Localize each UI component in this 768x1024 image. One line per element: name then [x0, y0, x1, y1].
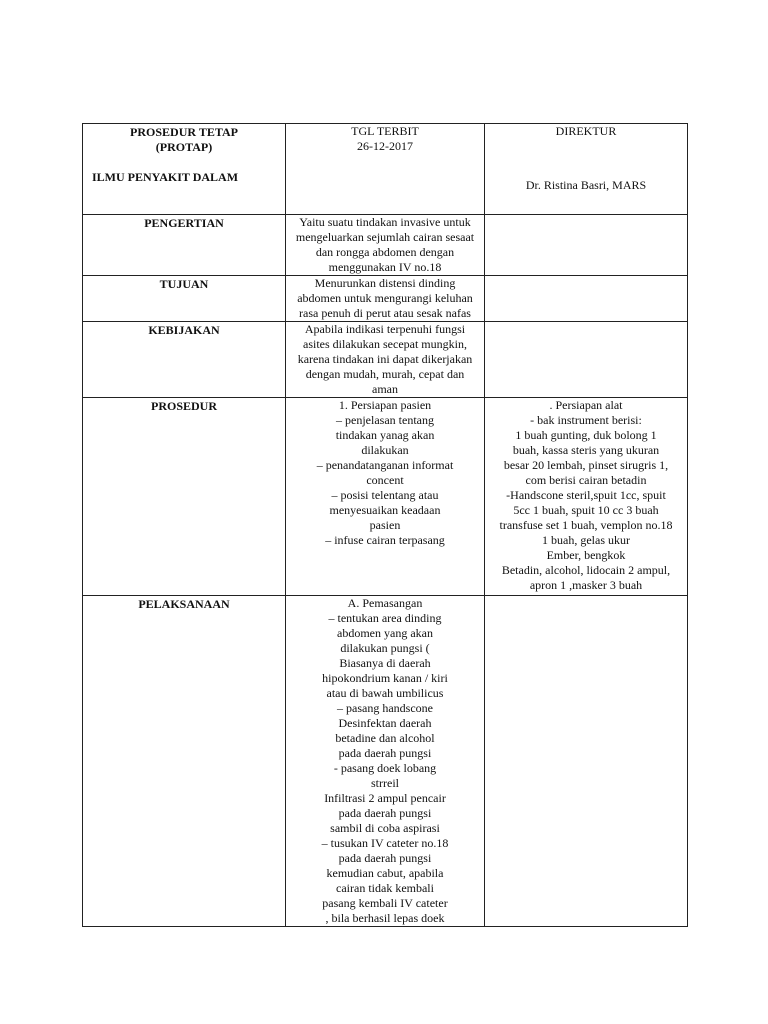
sop-title-abbrev: (PROTAP) — [155, 140, 213, 154]
label-cell — [83, 322, 286, 398]
row-prosedur — [83, 398, 688, 596]
content-cell — [286, 215, 485, 276]
label-cell — [83, 215, 286, 276]
row-label: PELAKSANAAN — [138, 597, 230, 611]
text-line: - pasang doek lobang — [333, 761, 437, 775]
row-label: PENGERTIAN — [144, 216, 224, 230]
text-line: besar 20 lembah, pinset sirugris 1, — [503, 458, 669, 472]
text-line: 1. Persiapan pasien — [338, 398, 432, 412]
text-line: menyesuaikan keadaan — [329, 503, 441, 517]
text-line: – penjelasan tentang — [336, 413, 434, 427]
sop-title: PROSEDUR TETAP — [130, 125, 238, 139]
row-kebijakan — [83, 322, 688, 398]
text-line: 1 buah gunting, duk bolong 1 — [515, 428, 657, 442]
text-line: strreil — [371, 776, 399, 790]
text-line: – tentukan area dinding — [328, 611, 442, 625]
text-line: – posisi telentang atau — [331, 488, 439, 502]
text-line: pasien — [369, 518, 401, 532]
text-line: dilakukan pungsi ( — [340, 641, 430, 655]
date-value: 26-12-2017 — [357, 139, 413, 153]
row-pelaksanaan — [83, 596, 688, 927]
text-line: pada daerah pungsi — [338, 806, 432, 820]
text-line: abdomen untuk mengurangi keluhan — [297, 291, 473, 305]
row-pengertian — [83, 215, 688, 276]
text-line: dilakukan — [361, 443, 409, 457]
text-line: cairan tidak kembali — [336, 881, 434, 895]
text-line: Infiltrasi 2 ampul pencair — [324, 791, 446, 805]
text-line: mengeluarkan sejumlah cairan sesaat — [295, 230, 475, 244]
text-line: - bak instrument berisi: — [530, 413, 642, 427]
department-name: ILMU PENYAKIT DALAM — [92, 170, 239, 184]
text-line: -Handscone steril,spuit 1cc, spuit — [506, 488, 666, 502]
text-line: concent — [366, 473, 404, 487]
director-name: Dr. Ristina Basri, MARS — [525, 178, 647, 192]
empty-cell — [485, 322, 688, 398]
content-cell — [286, 276, 485, 322]
content-cell — [286, 596, 485, 927]
text-line: – pasang handscone — [337, 701, 433, 715]
text-line: – infuse cairan terpasang — [325, 533, 445, 547]
text-line: menggunakan IV no.18 — [328, 260, 442, 274]
text-line: com berisi cairan betadin — [525, 473, 647, 487]
text-line: transfuse set 1 buah, vemplon no.18 — [499, 518, 673, 532]
row-label: TUJUAN — [159, 277, 209, 291]
text-line: kemudian cabut, apabila — [326, 866, 444, 880]
kebijakan-text — [286, 322, 484, 397]
prosedur-tool-prep — [485, 398, 687, 593]
text-line: Betadin, alcohol, lidocain 2 ampul, — [501, 563, 671, 577]
text-line: rasa penuh di perut atau sesak nafas — [299, 306, 471, 320]
text-line: – tusukan IV cateter no.18 — [321, 836, 449, 850]
text-line: Biasanya di daerah — [339, 656, 431, 670]
header-date-cell — [286, 124, 485, 215]
text-line: aman — [372, 382, 398, 396]
header-director-cell — [485, 124, 688, 215]
text-line: . Persiapan alat — [549, 398, 623, 412]
text-line: atau di bawah umbilicus — [326, 686, 444, 700]
label-cell — [83, 398, 286, 596]
text-line: asites dilakukan secepat mungkin, — [303, 337, 467, 351]
empty-cell — [485, 215, 688, 276]
text-line: sambil di coba aspirasi — [330, 821, 440, 835]
row-tujuan — [83, 276, 688, 322]
text-line: A. Pemasangan — [347, 596, 423, 610]
pengertian-text — [286, 215, 484, 275]
text-line: Desinfektan daerah — [338, 716, 432, 730]
director-label: DIREKTUR — [555, 124, 617, 138]
tujuan-text — [286, 276, 484, 321]
text-line: Menurunkan distensi dinding — [314, 276, 456, 290]
text-line: Apabila indikasi terpenuhi fungsi — [304, 322, 466, 336]
text-line: abdomen yang akan — [337, 626, 433, 640]
text-line: tindakan yanag akan — [335, 428, 435, 442]
content-cell — [286, 322, 485, 398]
text-line: Ember, bengkok — [546, 548, 626, 562]
label-cell — [83, 276, 286, 322]
text-line: , bila berhasil lepas doek — [325, 911, 445, 925]
text-line: 1 buah, gelas ukur — [542, 533, 630, 547]
row-label: KEBIJAKAN — [148, 323, 220, 337]
text-line: Yaitu suatu tindakan invasive untuk — [299, 215, 471, 229]
content-cell — [286, 398, 485, 596]
sop-table — [82, 123, 688, 927]
text-line: pada daerah pungsi — [338, 746, 432, 760]
text-line: dengan mudah, murah, cepat dan — [305, 367, 465, 381]
empty-cell — [485, 276, 688, 322]
date-label: TGL TERBIT — [351, 124, 419, 138]
label-cell — [83, 596, 286, 927]
content-cell — [485, 398, 688, 596]
text-line: – penandatanganan informat — [316, 458, 454, 472]
row-label: PROSEDUR — [150, 399, 217, 413]
text-line: betadine dan alcohol — [335, 731, 435, 745]
text-line: karena tindakan ini dapat dikerjakan — [297, 352, 473, 366]
empty-cell — [485, 596, 688, 927]
text-line: dan rongga abdomen dengan — [315, 245, 455, 259]
prosedur-patient-prep — [286, 398, 484, 548]
text-line: hipokondrium kanan / kiri — [322, 671, 448, 685]
header-row — [83, 124, 688, 215]
text-line: 5cc 1 buah, spuit 10 cc 3 buah — [513, 503, 659, 517]
text-line: pada daerah pungsi — [338, 851, 432, 865]
text-line: apron 1 ,masker 3 buah — [529, 578, 643, 592]
header-title-cell — [83, 124, 286, 215]
text-line: buah, kassa steris yang ukuran — [512, 443, 660, 457]
pelaksanaan-steps — [286, 596, 484, 926]
text-line: pasang kembali IV cateter — [322, 896, 448, 910]
